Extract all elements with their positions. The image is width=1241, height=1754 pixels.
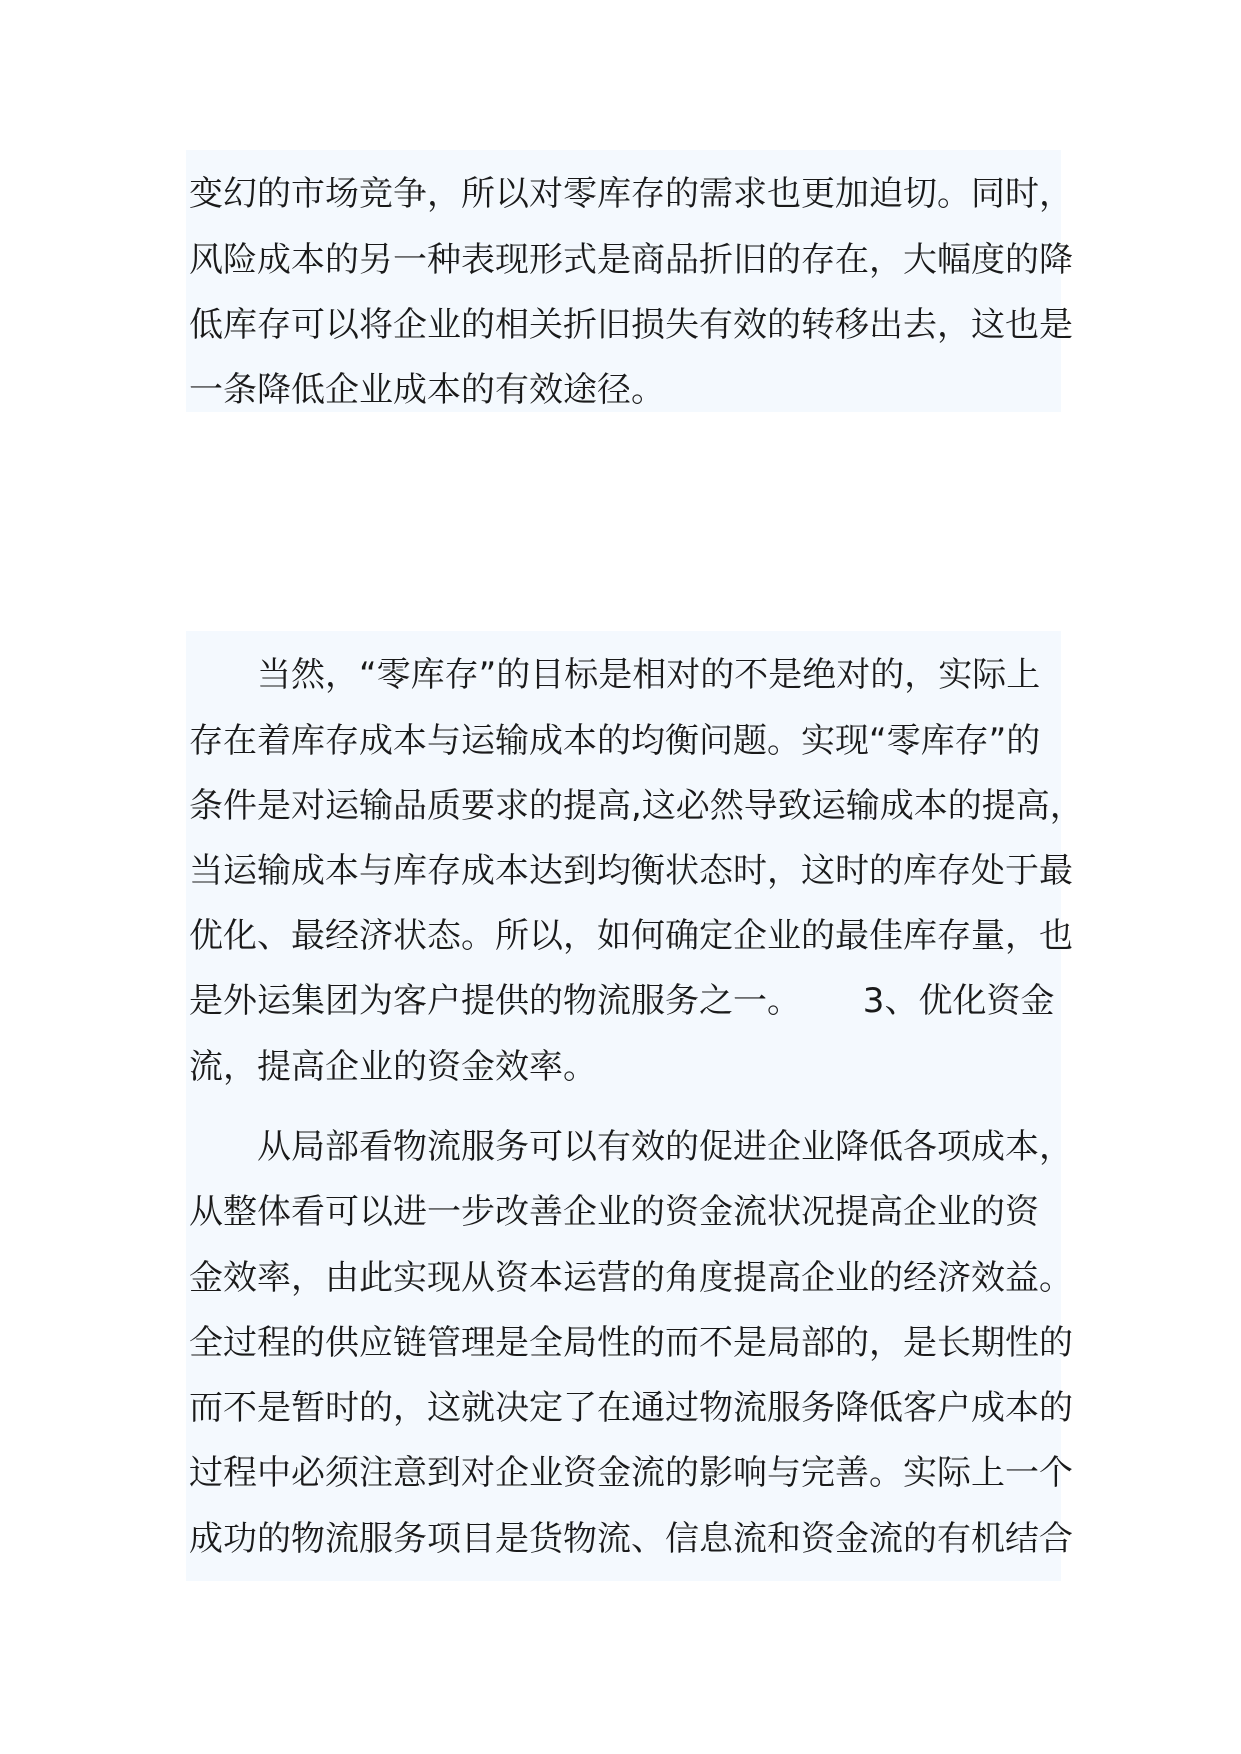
text-line: 变幻的市场竞争，所以对零库存的需求也更加迫切。同时， bbox=[189, 174, 1073, 214]
text-line: 低库存可以将企业的相关折旧损失有效的转移出去，这也是 bbox=[189, 305, 1073, 345]
text-line: 优化、最经济状态。所以，如何确定企业的最佳库存量，也 bbox=[189, 916, 1073, 956]
text-line: 从整体看可以进一步改善企业的资金流状况提高企业的资 bbox=[189, 1192, 1039, 1232]
text-line: 金效率，由此实现从资本运营的角度提高企业的经济效益。 bbox=[189, 1258, 1073, 1298]
text-line: 风险成本的另一种表现形式是商品折旧的存在，大幅度的降 bbox=[189, 240, 1073, 280]
text-line: 而不是暂时的，这就决定了在通过物流服务降低客户成本的 bbox=[189, 1388, 1073, 1428]
text-block-1 bbox=[186, 150, 1073, 412]
text-line: 当然，“零库存”的目标是相对的不是绝对的，实际上 bbox=[189, 655, 1041, 695]
text-line: 条件是对运输品质要求的提高,这必然导致运输成本的提高， bbox=[189, 786, 1084, 826]
text-line: 从局部看物流服务可以有效的促进企业降低各项成本， bbox=[189, 1127, 1073, 1167]
text-block-2 bbox=[186, 631, 1084, 1581]
text-line: 流，提高企业的资金效率。 bbox=[189, 1047, 597, 1087]
text-line: 存在着库存成本与运输成本的均衡问题。实现“零库存”的 bbox=[189, 721, 1041, 761]
text-line: 全过程的供应链管理是全局性的而不是局部的，是长期性的 bbox=[189, 1323, 1073, 1363]
text-line: 是外运集团为客户提供的物流服务之一。 3、优化资金 bbox=[189, 981, 1055, 1021]
text-line: 一条降低企业成本的有效途径。 bbox=[189, 370, 665, 410]
text-line: 当运输成本与库存成本达到均衡状态时，这时的库存处于最 bbox=[189, 851, 1073, 891]
text-line: 过程中必须注意到对企业资金流的影响与完善。实际上一个 bbox=[189, 1453, 1073, 1493]
text-line: 成功的物流服务项目是货物流、信息流和资金流的有机结合 bbox=[189, 1519, 1073, 1559]
